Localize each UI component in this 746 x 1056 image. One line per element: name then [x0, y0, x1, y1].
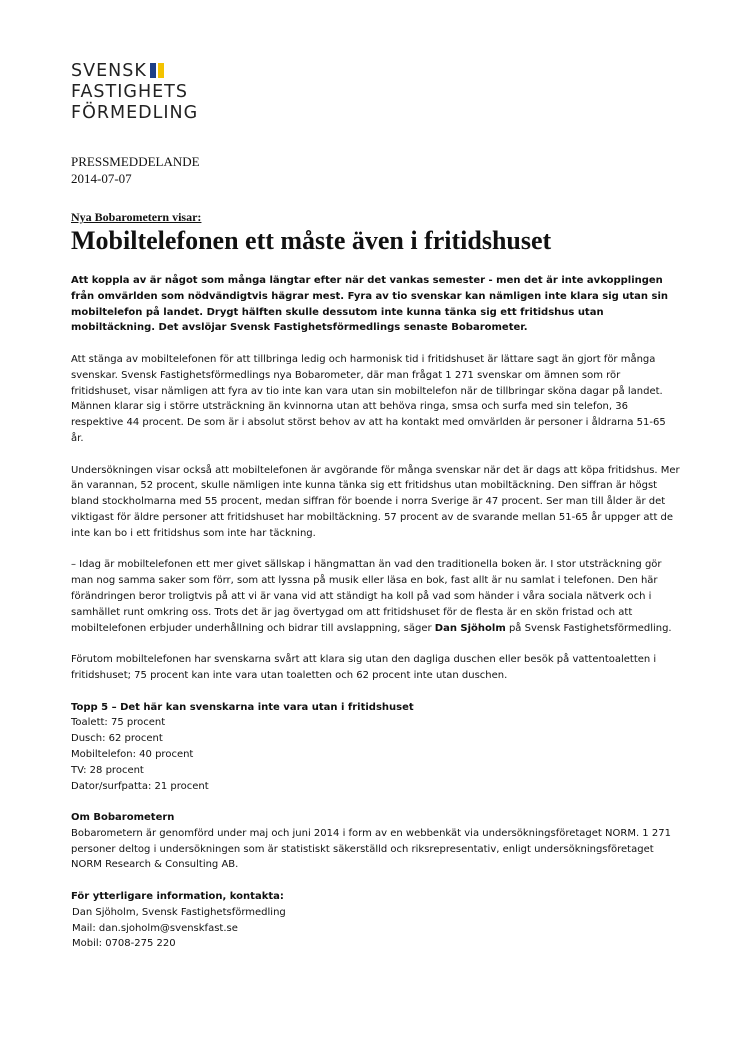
list-item: Toalett: 75 procent: [71, 717, 166, 729]
quote-end: på Svensk Fastighetsförmedling.: [505, 622, 672, 634]
paragraph-2: Undersökningen visar också att mobiltelefonen är avgörande för många svenskar när det är dags att köpa fritidshus. Mer än varannan, 52 procent, skulle nämligen inte kunna tänka sig ett fritidshus utan mobiltäckning. Den siffran är högst bland stockholmarna med 55 procent, medan siffran för boende i norra Sverige är 47 procent. Ser man till ålder är det viktigast för äldre personer att fritidshuset har mobiltäckning. 57 procent av de svarande mellan 51-65 år uppger att de inte kan bo i ett fritidshus som inte har täckning.: [71, 464, 680, 539]
quote-text: – Idag är mobiltelefonen ett mer givet sällskap i hängmattan än vad den traditionella boken är. I stor utsträckning gör man nog samma saker som förr, som att lyssna på musik eller läsa en bok, fast allt är nu samlat i telefonen. Den här förändringen beror troligtvis på att vi är vana vid att ständigt ha koll på vad som händer i våra sociala nätverk och i samhället runt omkring oss. Trots det är jag övertygad om att fritidshuset för de flesta är en skön fristad och att mobiltelefonen erbjuder underhållning och bidrar till avslappning, säger: [71, 559, 662, 634]
logo-line-3: FÖRMEDLING: [71, 103, 199, 123]
paragraph-4: Förutom mobiltelefonen har svenskarna svårt att klara sig utan den dagliga duschen eller besök på vattentoaletten i fritidshuset; 75 procent kan inte vara utan toaletten och 62 procent inte utan duschen.: [71, 654, 657, 681]
logo-line-2: FASTIGHETS: [71, 82, 188, 102]
about-title: Om Bobarometern: [71, 812, 175, 824]
quote-speaker: Dan Sjöholm: [434, 622, 506, 634]
lead-paragraph: Att koppla av är något som många längtar efter när det vankas semester - men det är inte avkopplingen från omvärlden som nödvändigtvis hägrar mest. Fyra av tio svenskar kan nämligen inte klara sig utan sin mobiltelefon på landet. Drygt hälften skulle dessutom inte kunna tänka sig ett fritidshus utan mobiltäckning. Det avslöjar Svensk Fastighetsförmedlings senaste Bobarometer.: [71, 275, 669, 334]
headline: Mobiltelefonen ett måste även i fritidshuset: [71, 226, 552, 255]
contact-mail: Mail: dan.sjoholm@svenskfast.se: [72, 922, 238, 934]
top5-section: [71, 700, 681, 795]
list-item: Mobiltelefon: 40 procent: [71, 748, 194, 760]
logo-line-1: SVENSK: [71, 61, 147, 81]
paragraph-1: Att stänga av mobiltelefonen för att tillbringa ledig och harmonisk tid i fritidshuset är lättare sagt än gjort för många svenskar. Svensk Fastighetsförmedlings nya Bobarometer, där man frågat 1 271 svenskar om ämnen som rör fritidshuset, visar nämligen att fyra av tio inte kan vara utan sin mobiltelefon när de tillbringar sköna dagar på landet. Männen klarar sig i större utsträckning än kvinnorna utan att behöva ringa, smsa och surfa med sin telefon, 36 respektive 44 procent. De som är i absolut störst behov av att ha kontakt med omvärlden är personer i åldrarna 51-65 år.: [71, 353, 666, 444]
article-body: [71, 273, 681, 968]
press-date: 2014-07-07: [71, 171, 132, 186]
flag-yellow-stripe: [158, 63, 164, 78]
contact-mobile: Mobil: 0708-275 220: [72, 938, 176, 950]
about-text: Bobarometern är genomförd under maj och juni 2014 i form av en webbenkät via undersökningsföretaget NORM. 1 271 personer deltog i undersökningen som är statistiskt säkerställd och riksrepresentativ, enligt undersökningsföretaget NORM Research & Consulting AB.: [71, 827, 671, 871]
press-meta: [71, 153, 200, 187]
headline-kicker: Nya Bobarometern visar:: [71, 210, 202, 224]
flag-blue-stripe: [150, 63, 156, 78]
top5-title: Topp 5 – Det här kan svenskarna inte vara utan i fritidshuset: [71, 701, 414, 713]
list-item: Dator/surfpatta: 21 procent: [71, 780, 209, 792]
contact-title: För ytterligare information, kontakta:: [71, 891, 284, 903]
company-logo: [71, 61, 198, 124]
paragraph-3: [71, 557, 681, 636]
contact-section: [71, 889, 681, 952]
contact-name: Dan Sjöholm, Svensk Fastighetsförmedling: [72, 906, 286, 918]
swedish-flag-icon: [150, 63, 164, 78]
list-item: Dusch: 62 procent: [71, 733, 163, 745]
list-item: TV: 28 procent: [71, 764, 144, 776]
about-section: [71, 810, 681, 873]
press-label: PRESSMEDDELANDE: [71, 154, 200, 169]
